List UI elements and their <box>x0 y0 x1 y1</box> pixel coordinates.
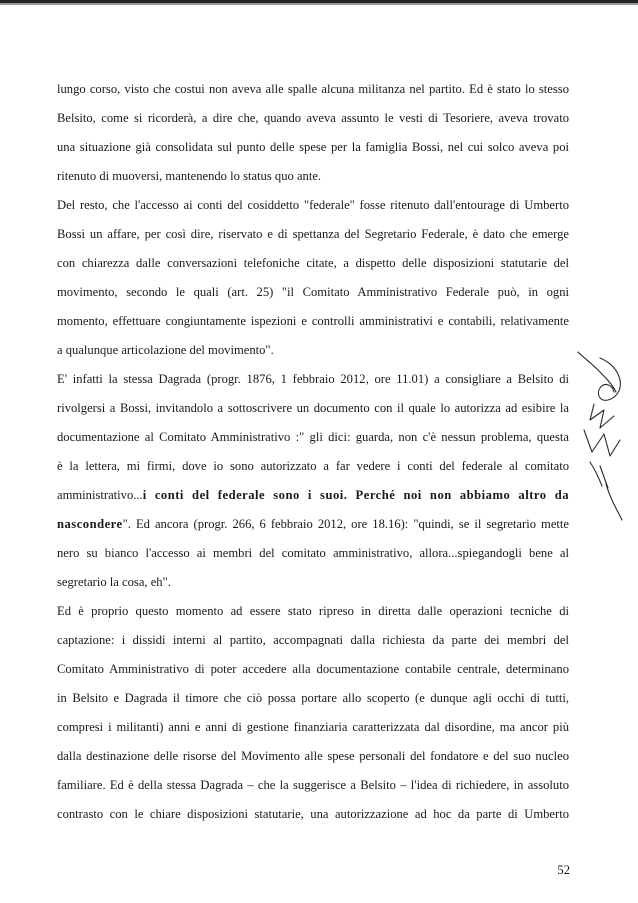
text-line-17: nero su bianco l'accesso ai membri del comitato amministrativo, allora...spiegandogli bene al <box>57 546 569 560</box>
text-line-15-bold: i conti del federale sono i suoi. Perché noi non abbiamo altro da <box>142 488 569 502</box>
text-line-26: contrasto con le chiare disposizioni statutarie, una autorizzazione ad hoc da parte di Umberto <box>57 807 569 821</box>
page-top-rule-shadow <box>0 3 638 5</box>
text-line-22: in Belsito e Dagrada il timore che ciò possa portare allo scoperto (e dunque agli occhi di tutti, <box>57 691 569 705</box>
text-line-11: E' infatti la stessa Dagrada (progr. 1876, 1 febbraio 2012, ore 11.01) a consigliare a Belsito di <box>57 372 569 386</box>
text-line-12: rivolgersi a Bossi, invitandolo a sottoscrivere un documento con il quale lo autorizza ad esibire la <box>57 401 569 415</box>
text-line-25: familiare. Ed è della stessa Dagrada – che la suggerisce a Belsito – l'idea di richiedere, in assoluto <box>57 778 569 792</box>
text-line-13: documentazione al Comitato Amministrativo :" gli dici: guarda, non c'è nessun problema, questa <box>57 430 569 444</box>
text-line-21: Comitato Amministrativo di poter accedere alla documentazione contabile centrale, determinano <box>57 662 569 676</box>
text-line-16 <box>57 510 569 539</box>
signature-icon <box>570 348 630 528</box>
text-line-15-plain: amministrativo... <box>57 488 143 502</box>
body-text <box>57 75 569 829</box>
text-line-9: momento, effettuare congiuntamente ispezioni e controlli amministrativi e contabili, relativamente <box>57 314 569 328</box>
text-line-20: captazione: i dissidi interni al partito, accompagnati dalla richiesta da parte dei membri del <box>57 633 569 647</box>
text-line-23: compresi i militanti) anni e anni di gestione finanziaria caratterizzata dal disordine, ma ancor più <box>57 720 569 734</box>
text-line-2: Belsito, come si ricorderà, a dire che, quando aveva assunto le vesti di Tesoriere, aveva trovato <box>57 111 569 125</box>
text-line-18: segretario la cosa, eh". <box>57 575 171 589</box>
text-line-6: Bossi un affare, per così dire, riservato e di spettanza del Segretario Federale, è dato che emerge <box>57 227 569 241</box>
text-line-5: Del resto, che l'accesso ai conti del cosiddetto "federale" fosse ritenuto dall'entourage di Umberto <box>57 198 569 212</box>
text-line-14: è la lettera, mi firmi, dove io sono autorizzato a far vedere i conti del federale al comitato <box>57 459 569 473</box>
text-line-19: Ed è proprio questo momento ad essere stato ripreso in diretta dalle operazioni tecniche di <box>57 604 569 618</box>
text-line-16-plain: ". Ed ancora (progr. 266, 6 febbraio 2012, ore 18.16): "quindi, se il segretario mette <box>122 517 569 531</box>
text-line-1: lungo corso, visto che costui non aveva alle spalle alcuna militanza nel partito. Ed è stato lo stesso <box>57 82 569 96</box>
text-line-4: ritenuto di muoversi, mantenendo lo status quo ante. <box>57 169 322 183</box>
text-line-7: con chiarezza dalle conversazioni telefoniche citate, a dispetto delle disposizioni statutarie del <box>57 256 569 270</box>
text-line-10: a qualunque articolazione del movimento". <box>57 343 274 357</box>
text-line-24: dalla destinazione delle risorse del Movimento alle spese personali del fondatore e del suo nucleo <box>57 749 569 763</box>
text-line-8: movimento, secondo le quali (art. 25) "il Comitato Amministrativo Federale può, in ogni <box>57 285 569 299</box>
page-number: 52 <box>557 863 570 877</box>
text-line-15 <box>57 481 569 510</box>
text-line-3: una situazione già consolidata sul punto delle spese per la famiglia Bossi, nel cui solco aveva poi <box>57 140 569 154</box>
text-line-16-bold: nascondere <box>57 517 123 531</box>
